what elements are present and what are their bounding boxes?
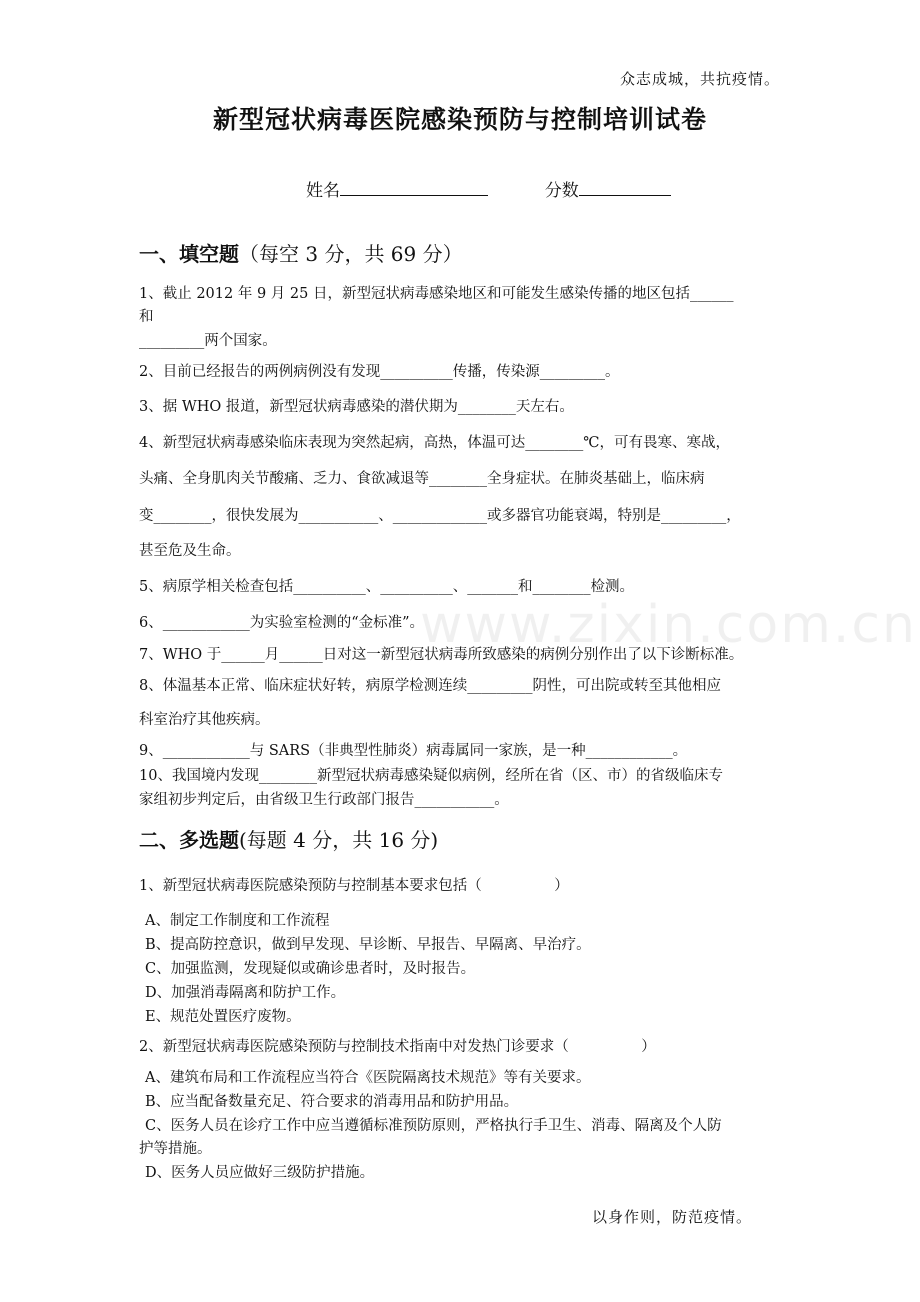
fill-q4b: 头痛、全身肌肉关节酸痛、乏力、食欲减退等________全身症状。在肺炎基础上，临床病 [139,471,705,487]
fill-q5: 5、病原学相关检查包括__________、__________、_______和________检测。 [139,579,634,595]
mc-q2-option-c[interactable]: C、医务人员在诊疗工作中应当遵循标准预防原则，严格执行手卫生、消毒、隔离及个人防 [145,1118,722,1134]
page-title: 新型冠状病毒医院感染预防与控制培训试卷 [212,105,707,134]
name-label: 姓名 [306,181,340,201]
mc-q1-option-a[interactable]: A、制定工作制度和工作流程 [145,913,330,929]
fill-q9: 9、____________与 SARS（非典型性肺炎）病毒属同一家族，是一种____________。 [139,743,688,759]
mc-q1-option-d[interactable]: D、加强消毒隔离和防护工作。 [145,985,346,1001]
fill-q1c: _________两个国家。 [139,333,277,349]
fill-q8a: 8、体温基本正常、临床症状好转，病原学检测连续_________阴性，可出院或转至其他相应 [139,678,721,694]
section1-note: （每空 3 分，共 69 分） [239,242,463,266]
mc-q1: 1、新型冠状病毒医院感染预防与控制基本要求包括（ ） [139,878,569,894]
fill-q1a: 1、截止 2012 年 9 月 25 日，新型冠状病毒感染地区和可能发生感染传播的地区包括______ [139,286,734,302]
fill-q7: 7、WHO 于______月______日对这一新型冠状病毒所致感染的病例分别作出了以下诊断标准。 [139,647,744,663]
section2-heading [139,824,438,853]
score-blank[interactable] [579,178,671,196]
footer-slogan: 以身作则，防范疫情。 [592,1208,753,1226]
section2-title: 二、多选题 [139,828,239,852]
fill-q3: 3、据 WHO 报道，新型冠状病毒感染的潜伏期为________天左右。 [139,399,574,415]
fill-q4d: 甚至危及生命。 [139,543,241,559]
mc-q2-option-d[interactable]: D、医务人员应做好三级防护措施。 [145,1165,375,1181]
fill-q4c: 变________，很快发展为___________、_____________或多器官功能衰竭，特别是_________， [139,508,741,524]
name-score-row [306,176,671,201]
mc-q2-option-c-cont: 护等措施。 [139,1141,212,1157]
section2-note: (每题 4 分，共 16 分) [239,828,439,852]
section1-title: 一、填空题 [139,242,239,266]
fill-q2: 2、目前已经报告的两例病例没有发现__________传播，传染源_________。 [139,364,620,380]
fill-q4a: 4、新型冠状病毒感染临床表现为突然起病，高热，体温可达________℃，可有畏寒、寒战， [139,435,730,451]
score-label: 分数 [544,181,579,201]
mc-q1-option-b[interactable]: B、提高防控意识，做到早发现、早诊断、早报告、早隔离、早治疗。 [145,937,591,953]
section1-heading [139,238,463,267]
mc-q1-option-e[interactable]: E、规范处置医疗废物。 [145,1009,301,1025]
mc-q1-option-c[interactable]: C、加强监测，发现疑似或确诊患者时，及时报告。 [145,961,476,977]
fill-q6: 6、____________为实验室检测的“金标准”。 [139,615,425,631]
fill-q10b: 家组初步判定后，由省级卫生行政部门报告___________。 [139,792,509,808]
name-blank[interactable] [340,178,488,196]
watermark: www.zixin.com.cn [420,595,917,655]
mc-q2-option-a[interactable]: A、建筑布局和工作流程应当符合《医院隔离技术规范》等有关要求。 [145,1070,591,1086]
fill-q10a: 10、我国境内发现________新型冠状病毒感染疑似病例，经所在省（区、市）的省级临床专 [139,768,723,784]
header-slogan: 众志成城，共抗疫情。 [620,70,781,88]
fill-q8b: 科室治疗其他疾病。 [139,712,270,728]
mc-q2-option-b[interactable]: B、应当配备数量充足、符合要求的消毒用品和防护用品。 [145,1094,519,1110]
fill-q1b: 和 [139,309,154,325]
mc-q2: 2、新型冠状病毒医院感染预防与控制技术指南中对发热门诊要求（ ） [139,1039,656,1055]
